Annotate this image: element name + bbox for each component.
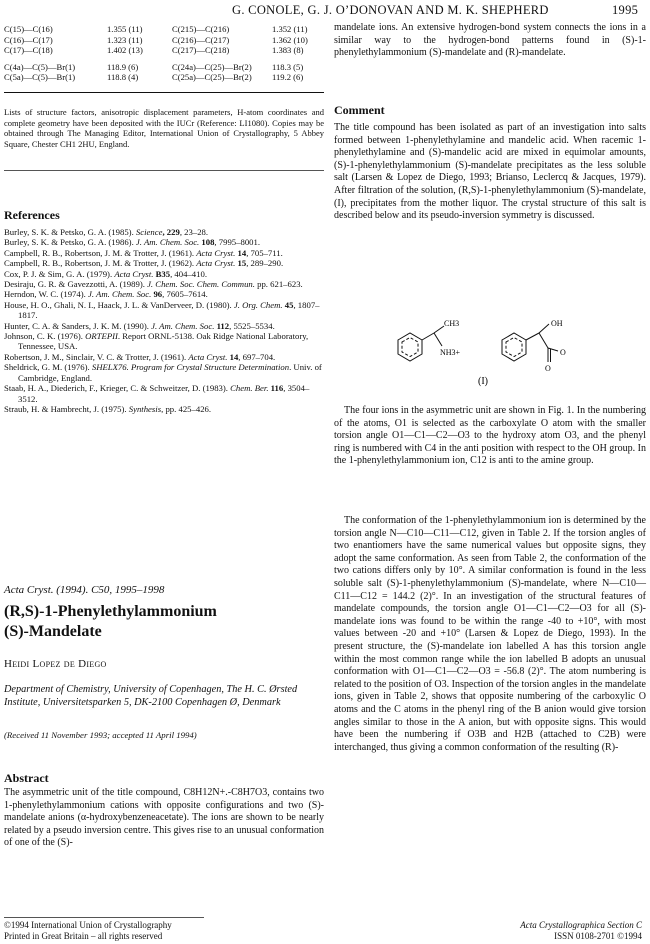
- note-rule: [4, 170, 324, 171]
- table-cell: 1.355 (11): [107, 24, 143, 34]
- reference-authors: Burley, S. K. & Petsko, G. A. (1985).: [4, 227, 136, 237]
- reference-authors: Burley, S. K. & Petsko, G. A. (1986).: [4, 237, 136, 248]
- table-cell: C(16)—C(17): [4, 34, 53, 45]
- reference-pages: , 1807–1817.: [18, 299, 320, 321]
- comment-paragraph-1: The title compound has been isolated as part of an investigation into salts formed between 1-phenylethylamine and mandelic acid. When racemic 1-phenylethylamine and (S)-mandelic acid are mixed in equimolar amounts, (S)-1-phenylethylammonium (S)-mandelate precipitates as the less soluble salt (Larsen & Lopez de Diego, 1993; Brianso, Leclercq & Jacques, 1979). After filtration of the solution, (R,S)-1-phenylethylammonium (S)-mandelate, (I), precipitates from the mother liquor. The crystal structure of this salt is described below and its pseudo-inversion symmetry is discussed.: [334, 122, 646, 222]
- reference-authors: Johnson, C. K. (1976).: [4, 331, 86, 342]
- oh-label: OH: [551, 319, 563, 328]
- bond-nh3: [434, 333, 442, 346]
- reference-item: [4, 289, 326, 299]
- reference-pages: , 289–290.: [246, 258, 284, 269]
- table-cell: C(216)—C(217): [172, 34, 230, 45]
- reference-volume: 96: [151, 289, 163, 300]
- table-cell: C(5a)—C(5)—Br(1): [4, 72, 76, 82]
- chemical-scheme: [392, 308, 592, 400]
- abstract-continuation: mandelate ions. An extensive hydrogen-bond system connects the ions in a similar way to the hydrogen-bond patterns found in (S)-1-phenylethylammonium (S)-mandelate and (R)-mandelate.: [334, 22, 646, 59]
- reference-authors: Campbell, R. B., Robertson, J. M. & Trotter, J. (1962).: [4, 258, 197, 269]
- journal-citation-text: Acta Cryst. (1994). C50, 1995–1998: [4, 584, 165, 596]
- reference-item: [4, 362, 326, 383]
- page-number: 1995: [612, 3, 639, 17]
- reference-item: [4, 352, 326, 362]
- table-row: [4, 35, 326, 46]
- table-cell: 1.362 (10): [272, 34, 308, 45]
- title-line-2: (S)-Mandelate: [4, 623, 102, 640]
- deposition-note: Lists of structure factors, anisotropic displacement parameters, H-atom coordinates and complete geometry have been deposited with the IUCr (Reference: LI1080). Copies may be obtained through The Managing Editor, International Union of Crystallography, 5 Abbey Square, Chester CH1 2HU, England.: [4, 107, 324, 149]
- reference-authors: House, H. O., Ghali, N. I., Haack, J. L. & VanDerveer, D. (1980).: [4, 299, 234, 310]
- paragraph-2: The four ions in the asymmetric unit are shown in Fig. 1. In the numbering of the atoms, O1 is selected as the carboxylate O atom with the smaller torsion angle O1—C1—C2—O3 to the hydroxy atom O3, and the phenyl ring is numbered with C4 in the anti position with respect to the OH group. In the 1-phenylethylammonium ion, C12 is anti to the amine group.: [334, 405, 646, 467]
- table-cell: C(215)—C(216): [172, 24, 230, 34]
- running-header-authors: G. CONOLE, G. J. O’DONOVAN AND M. K. SHEPHERD: [232, 3, 549, 17]
- compound-number: (I): [478, 376, 488, 387]
- reference-item: [4, 331, 326, 352]
- bond-carboxyl: [539, 333, 548, 348]
- reference-item: [4, 237, 326, 247]
- ch3-label: CH3: [444, 319, 460, 328]
- reference-volume: 14: [227, 351, 239, 362]
- reference-source: J. Am. Chem. Soc.: [151, 320, 215, 331]
- reference-source: J. Am. Chem. Soc.: [87, 289, 152, 300]
- reference-item: [4, 227, 326, 237]
- reference-authors: Staab, H. A., Diederich, F., Krieger, C. & Schweitzer, D. (1983).: [4, 383, 231, 394]
- table-cell: 1.402 (13): [107, 45, 143, 55]
- table-cell: 1.323 (11): [107, 34, 143, 45]
- reference-pages: , 697–704.: [238, 351, 276, 362]
- bond-co: [548, 348, 558, 351]
- article-title: [4, 602, 217, 642]
- bond-oh: [539, 324, 549, 333]
- reference-source: SHELX76. Program for Crystal Structure Determination: [91, 362, 290, 373]
- table-row: [4, 62, 326, 73]
- table-cell: C(4a)—C(5)—Br(1): [4, 61, 76, 72]
- o-label-2: O: [545, 364, 551, 373]
- paragraph-3: The conformation of the 1-phenylethylammonium ion is determined by the torsion angle N—C10—C11—C12, given in Table 2. If the torsion angles of two enantiomers have the same numerical values but opposite signs, they adopt the same conformation. As seen from Table 2, the conformation of the two cations differs only by 10°. A similar conformation is found in the less soluble salt (S)-1-phenylethylammonium (S)-mandelate, where N—C10—C11—C12 = 144.2 (2)°. In an investigation of the structural features of mandelate compounds, the torsion angle O1—C1—C2—O3 for all (S)-mandelate ions was found to be within the range -40 to +10°, with most values between -20 and +10° (Larsen & Lopez de Diego, 1993). In the present structure, the (S)-mandelate ion labelled A has this torsion angle within the most common range while the ion labelled B adopts an unusual conformation with O1—C1—C2—O3 = -56.8 (2)°. The atom numbering is related to the position of O3. Inspection of the torsion angles in the mandelate ions, given in Table 2, shows that opposite numbering of the carboxylic O atoms and the C atoms in the phenyl ring of the B anion would give torsion angles similar to those in the A anion, but with opposite signs. This would have been the numbering if O3B and H2B (attached to C2B) were interchanged, thus giving a common conformation of the resulting (R)-: [334, 515, 646, 753]
- reference-volume: , 229: [162, 227, 180, 237]
- reference-source: J. Org. Chem.: [233, 299, 283, 310]
- journal-citation: [4, 584, 164, 596]
- abstract-heading: Abstract: [4, 771, 49, 785]
- aromatic-ring-1: [402, 338, 418, 357]
- reference-pages: , pp. 425–426.: [161, 403, 212, 414]
- reference-volume: 15: [235, 258, 247, 269]
- footer-printed: Printed in Great Britain – all rights reserved: [4, 931, 163, 941]
- reference-authors: Hunter, C. A. & Sanders, J. K. M. (1990).: [4, 320, 152, 331]
- reference-pages: , 7995–8001.: [214, 237, 261, 248]
- reference-pages: , 705–711.: [246, 247, 283, 258]
- reference-authors: Sheldrick, G. M. (1976).: [4, 362, 92, 373]
- table-cell: 1.383 (8): [272, 45, 304, 55]
- bond-ch3: [434, 326, 444, 333]
- table-row: [4, 45, 326, 56]
- reference-source: Acta Cryst.: [196, 258, 236, 269]
- nh3-label: NH3+: [440, 348, 461, 357]
- table-cell: 119.2 (6): [272, 72, 304, 82]
- reference-volume: 116: [268, 383, 284, 394]
- reference-item: [4, 248, 326, 258]
- table-cell: C(17)—C(18): [4, 45, 53, 55]
- bond-table: [4, 24, 326, 83]
- table-cell: 118.8 (4): [107, 72, 139, 82]
- comment-heading: Comment: [334, 103, 385, 117]
- reference-pages: . Report ORNL-5138. Oak Ridge National Laboratory, Tennessee, USA.: [18, 331, 309, 352]
- reference-source: Acta Cryst.: [188, 351, 228, 362]
- reference-item: [4, 269, 326, 279]
- reference-authors: Campbell, R. B., Robertson, J. M. & Trotter, J. (1961).: [4, 247, 197, 258]
- table-cell: C(24a)—C(25)—Br(2): [172, 61, 252, 72]
- reference-volume: 14: [235, 247, 247, 258]
- bond: [526, 333, 539, 340]
- table-cell: 1.352 (11): [272, 24, 308, 34]
- mandelate-structure: [502, 324, 558, 362]
- reference-source: Chem. Ber.: [230, 383, 269, 394]
- reference-source: Science: [135, 227, 163, 237]
- reference-source: J. Am. Chem. Soc.: [135, 237, 200, 248]
- affiliation: Department of Chemistry, University of Copenhagen, The H. C. Ørsted Institute, Universitetsparken 5, DK-2100 Copenhagen Ø, Denmark: [4, 684, 298, 708]
- reference-source: ORTEPII: [85, 331, 118, 342]
- reference-authors: Straub, H. & Hambrecht, J. (1975).: [4, 403, 129, 414]
- reference-item: [4, 258, 326, 268]
- references-heading: References: [4, 208, 60, 222]
- table-cell: C(217)—C(218): [172, 45, 230, 55]
- footer-rule: [4, 917, 204, 918]
- table-row: [4, 24, 326, 35]
- reference-pages: , 3504–3512.: [18, 383, 310, 404]
- reference-volume: 112: [214, 320, 230, 331]
- table-row: [4, 72, 326, 83]
- reference-pages: , 7605–7614.: [162, 289, 208, 300]
- table-cell: 118.3 (5): [272, 61, 304, 72]
- abstract-text: The asymmetric unit of the title compound, C8H12N+.-C8H7O3, contains two 1-phenylethylammonium cations with opposite configurations and two (S)-mandelate anions (α-hydroxybenzeneacetate). The ions are shown to be nearly related by a pseudo inversion centre. This gives rise to an unusual conformation of one of the (S)-: [4, 787, 324, 849]
- table-cell: C(25a)—C(25)—Br(2): [172, 72, 252, 82]
- phenylethylammonium-structure: [398, 326, 444, 361]
- reference-source: Synthesis: [128, 403, 162, 414]
- title-line-1: (R,S)-1-Phenylethylammonium: [4, 603, 217, 620]
- footer-issn: ISSN 0108-2701 ©1994: [554, 931, 642, 941]
- reference-pages: pp. 621–623.: [254, 279, 303, 290]
- reference-volume: 108: [199, 237, 215, 248]
- footer-journal: Acta Crystallographica Section C: [520, 920, 642, 930]
- reference-pages: . Univ. of Cambridge, England.: [18, 362, 322, 383]
- table-cell: 118.9 (6): [107, 61, 139, 72]
- reference-source: J. Chem. Soc. Chem. Commun.: [147, 279, 255, 290]
- reference-source: Acta Cryst.: [114, 268, 154, 279]
- reference-source: Acta Cryst.: [196, 247, 236, 258]
- reference-pages: , 23–28.: [179, 227, 209, 237]
- reference-volume: B35: [153, 268, 171, 279]
- reference-authors: Cox, P. J. & Sim, G. A. (1979).: [4, 268, 115, 279]
- reference-item: [4, 300, 326, 321]
- reference-item: [4, 383, 326, 404]
- table-bottom-rule: [4, 92, 324, 93]
- aromatic-ring-2: [506, 338, 522, 357]
- received-dates: (Received 11 November 1993; accepted 11 April 1994): [4, 730, 197, 740]
- table-cell: C(15)—C(16): [4, 24, 53, 34]
- author-name: Heidi Lopez de Diego: [4, 658, 107, 670]
- reference-pages: , 5525–5534.: [229, 320, 275, 331]
- footer-copyright: ©1994 International Union of Crystallography: [4, 920, 172, 930]
- reference-list: [4, 227, 326, 414]
- reference-item: [4, 404, 326, 414]
- reference-item: [4, 279, 326, 289]
- reference-item: [4, 321, 326, 331]
- bond: [422, 333, 434, 340]
- reference-pages: , 404–410.: [170, 268, 207, 279]
- reference-authors: Desiraju, G. R. & Gavezzotti, A. (1989).: [4, 279, 148, 290]
- o-label-1: O: [560, 348, 566, 357]
- reference-authors: Herndon, W. C. (1974).: [4, 289, 88, 300]
- reference-volume: 45: [282, 299, 294, 310]
- reference-authors: Robertson, J. M., Sinclair, V. C. & Trotter, J. (1961).: [4, 351, 189, 362]
